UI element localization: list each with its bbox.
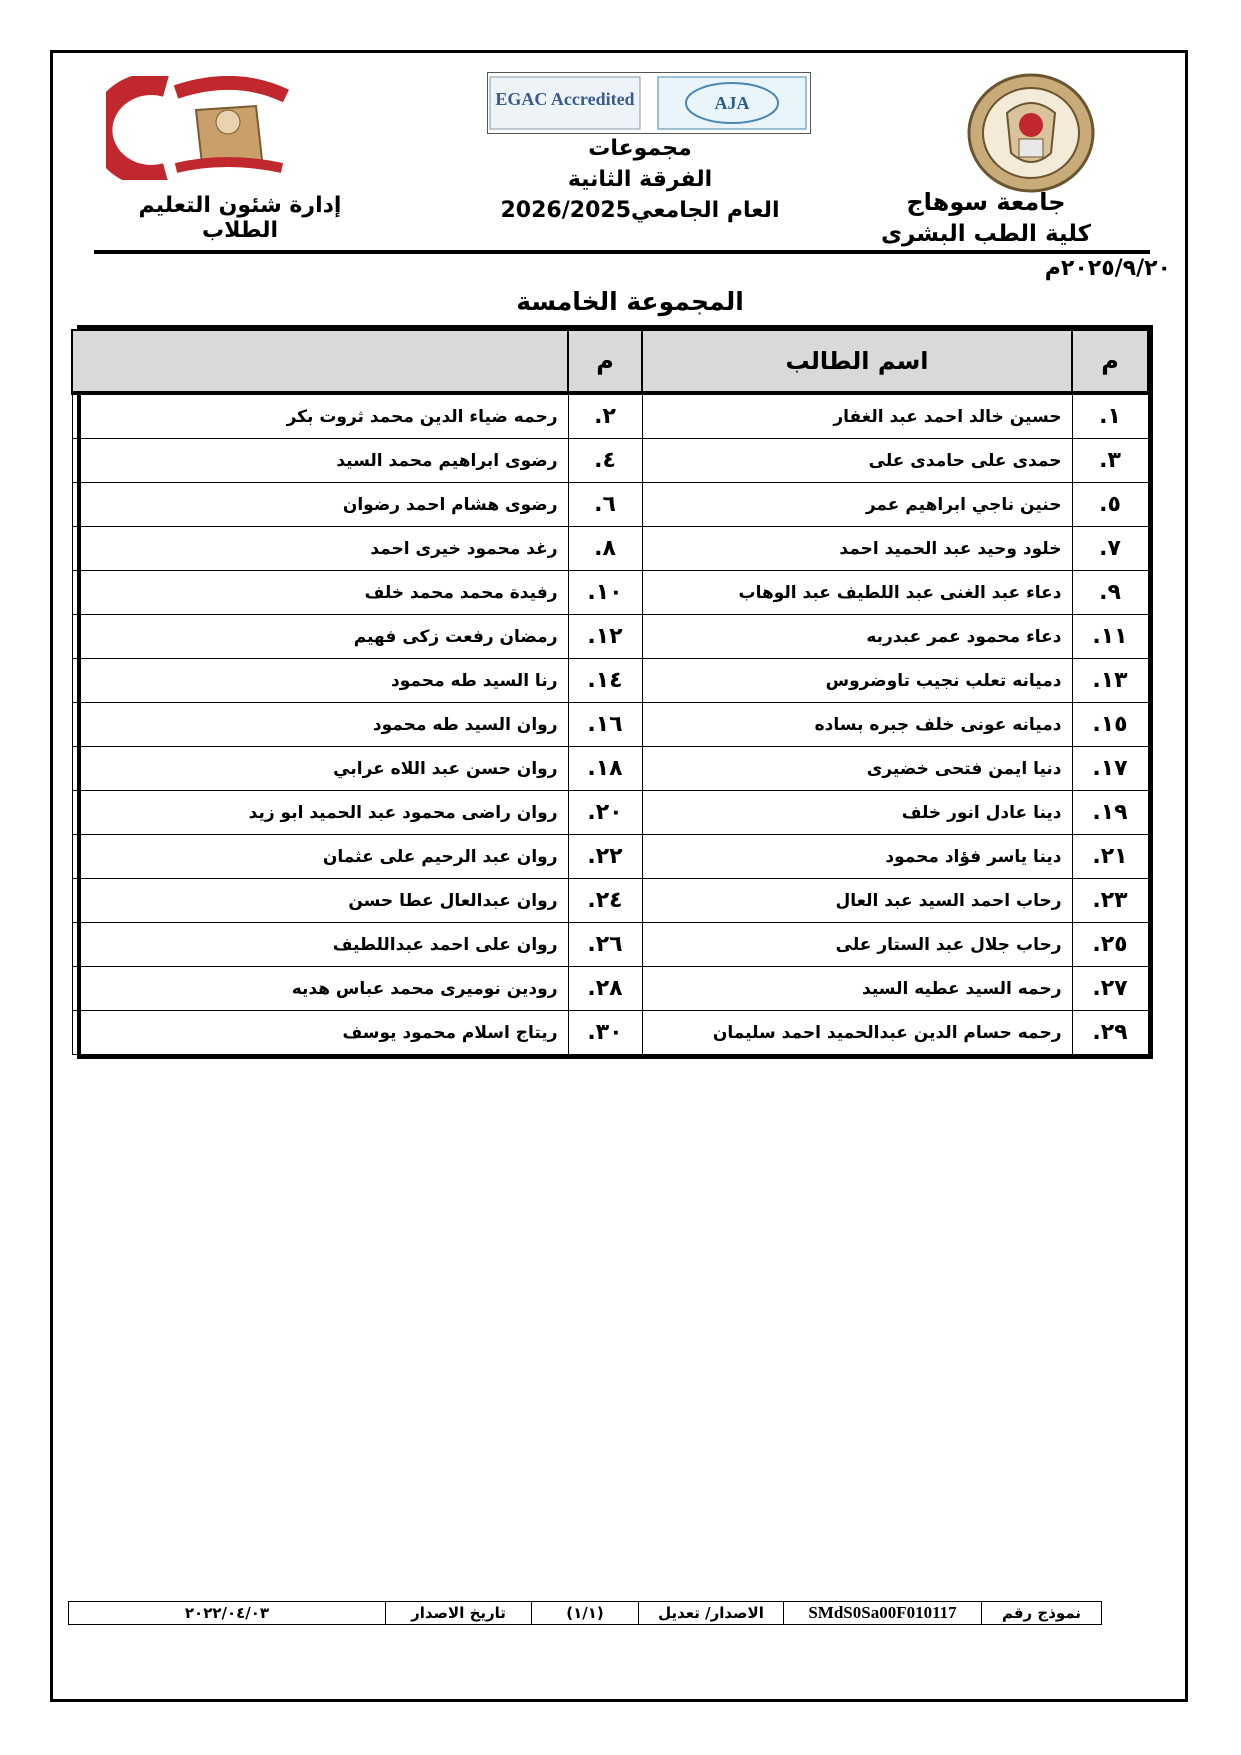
table-row: [72, 527, 1148, 571]
header-num-1: م: [1072, 330, 1148, 393]
students-body: [72, 393, 1148, 1055]
student-name-2: ريتاج اسلام محمود يوسف: [72, 1011, 568, 1055]
footer-table: [68, 1601, 1102, 1625]
row-number-1: ٧.: [1072, 527, 1148, 571]
row-number-1: ٢٧.: [1072, 967, 1148, 1011]
student-name-1: خلود وحيد عبد الحميد احمد: [642, 527, 1072, 571]
student-name-2: روان عبدالعال عطا حسن: [72, 879, 568, 923]
row-number-2: ١٠.: [568, 571, 642, 615]
row-number-1: ١٥.: [1072, 703, 1148, 747]
title-academic-year: العام الجامعي2026/2025: [500, 198, 780, 223]
row-number-2: ٢٢.: [568, 835, 642, 879]
student-name-1: دينا ياسر فؤاد محمود: [642, 835, 1072, 879]
row-number-1: ٩.: [1072, 571, 1148, 615]
student-name-1: دميانه تعلب نجيب تاوضروس: [642, 659, 1072, 703]
table-row: [72, 615, 1148, 659]
title-groups: مجموعات: [588, 136, 692, 161]
row-number-2: ١٢.: [568, 615, 642, 659]
student-name-2: روان راضى محمود عبد الحميد ابو زيد: [72, 791, 568, 835]
student-name-1: حمدى على حامدى على: [642, 439, 1072, 483]
table-row: [72, 1011, 1148, 1055]
faculty-name: كلية الطب البشرى: [880, 221, 1092, 247]
student-name-2: رحمه ضياء الدين محمد ثروت بكر: [72, 393, 568, 439]
student-name-1: رحمه السيد عطيه السيد: [642, 967, 1072, 1011]
student-name-1: حسين خالد احمد عبد الغفار: [642, 393, 1072, 439]
row-number-1: ١٩.: [1072, 791, 1148, 835]
row-number-2: ١٤.: [568, 659, 642, 703]
row-number-2: ٢٠.: [568, 791, 642, 835]
aja-logo-text: AJA: [714, 93, 750, 113]
row-number-1: ١.: [1072, 393, 1148, 439]
row-number-2: ٢٤.: [568, 879, 642, 923]
row-number-1: ٢٣.: [1072, 879, 1148, 923]
issue-date-label: تاريخ الاصدار: [386, 1602, 532, 1625]
table-row: [72, 747, 1148, 791]
table-header-row: [72, 330, 1148, 393]
table-row: [72, 439, 1148, 483]
header-name-2: [72, 330, 568, 393]
table-row: [72, 483, 1148, 527]
table-row: [72, 923, 1148, 967]
row-number-2: ١٦.: [568, 703, 642, 747]
row-number-1: ١١.: [1072, 615, 1148, 659]
row-number-1: ٢٩.: [1072, 1011, 1148, 1055]
row-number-2: ٦.: [568, 483, 642, 527]
student-name-2: روان حسن عبد اللاه عرابي: [72, 747, 568, 791]
student-name-2: رغد محمود خيرى احمد: [72, 527, 568, 571]
row-number-2: ٤.: [568, 439, 642, 483]
title-year-level: الفرقة الثانية: [567, 167, 713, 192]
student-name-1: دعاء عبد الغنى عبد اللطيف عبد الوهاب: [642, 571, 1072, 615]
department-name: إدارة شئون التعليم الطلاب: [138, 193, 342, 243]
row-number-1: ١٣.: [1072, 659, 1148, 703]
student-name-2: رنا السيد طه محمود: [72, 659, 568, 703]
row-number-2: ٢٦.: [568, 923, 642, 967]
table-row: [72, 791, 1148, 835]
faculty-logo: [106, 76, 302, 180]
student-name-1: دنيا ايمن فتحى خضيرى: [642, 747, 1072, 791]
row-number-2: ٨.: [568, 527, 642, 571]
row-number-1: ٢١.: [1072, 835, 1148, 879]
student-name-2: رمضان رفعت زكى فهيم: [72, 615, 568, 659]
row-number-2: ٢.: [568, 393, 642, 439]
header-divider: [94, 250, 1150, 254]
table-row: [72, 393, 1148, 439]
student-name-1: رحمه حسام الدين عبدالحميد احمد سليمان: [642, 1011, 1072, 1055]
students-table-wrapper: [77, 325, 1153, 1059]
form-footer: [69, 1601, 1102, 1625]
row-number-2: ١٨.: [568, 747, 642, 791]
form-number-value: SMdS0Sa00F010117: [784, 1602, 982, 1625]
students-table: [71, 329, 1149, 1055]
table-row: [72, 967, 1148, 1011]
university-seal-logo: [967, 73, 1095, 193]
university-name: جامعة سوهاج: [906, 188, 1066, 216]
student-name-2: روان السيد طه محمود: [72, 703, 568, 747]
student-name-1: دميانه عونى خلف جبره بساده: [642, 703, 1072, 747]
table-row: [72, 835, 1148, 879]
table-row: [72, 659, 1148, 703]
university-block: [876, 186, 1096, 250]
student-name-2: رودين نوميرى محمد عباس هديه: [72, 967, 568, 1011]
issue-date-value: ٢٠٢٢/٠٤/٠٣: [69, 1602, 386, 1625]
table-row: [72, 571, 1148, 615]
student-name-1: دينا عادل انور خلف: [642, 791, 1072, 835]
table-row: [72, 879, 1148, 923]
row-number-1: ٢٥.: [1072, 923, 1148, 967]
edition-value: (١/١): [532, 1602, 639, 1625]
student-name-2: رفيدة محمد محمد خلف: [72, 571, 568, 615]
student-name-1: رحاب جلال عبد الستار على: [642, 923, 1072, 967]
document-title-block: [490, 133, 790, 226]
row-number-2: ٣٠.: [568, 1011, 642, 1055]
header-name-1: اسم الطالب: [642, 330, 1072, 393]
egac-logo-text: EGAC Accredited: [495, 89, 635, 109]
edition-label: الاصدار/ تعديل: [639, 1602, 784, 1625]
student-name-2: روان عبد الرحيم على عثمان: [72, 835, 568, 879]
row-number-1: ٣.: [1072, 439, 1148, 483]
header-num-2: م: [568, 330, 642, 393]
document-date: ٢٠٢٥/٩/٢٠م: [1044, 256, 1171, 281]
form-number-label: نموذج رقم: [982, 1602, 1102, 1625]
row-number-2: ٢٨.: [568, 967, 642, 1011]
student-name-2: رضوى ابراهيم محمد السيد: [72, 439, 568, 483]
row-number-1: ٥.: [1072, 483, 1148, 527]
student-name-1: رحاب احمد السيد عبد العال: [642, 879, 1072, 923]
row-number-1: ١٧.: [1072, 747, 1148, 791]
group-title: المجموعة الخامسة: [516, 287, 744, 316]
student-name-2: رضوى هشام احمد رضوان: [72, 483, 568, 527]
student-name-1: حنين ناجي ابراهيم عمر: [642, 483, 1072, 527]
student-name-2: روان على احمد عبداللطيف: [72, 923, 568, 967]
certification-logos: [487, 72, 811, 134]
table-row: [72, 703, 1148, 747]
student-name-1: دعاء محمود عمر عبدربه: [642, 615, 1072, 659]
